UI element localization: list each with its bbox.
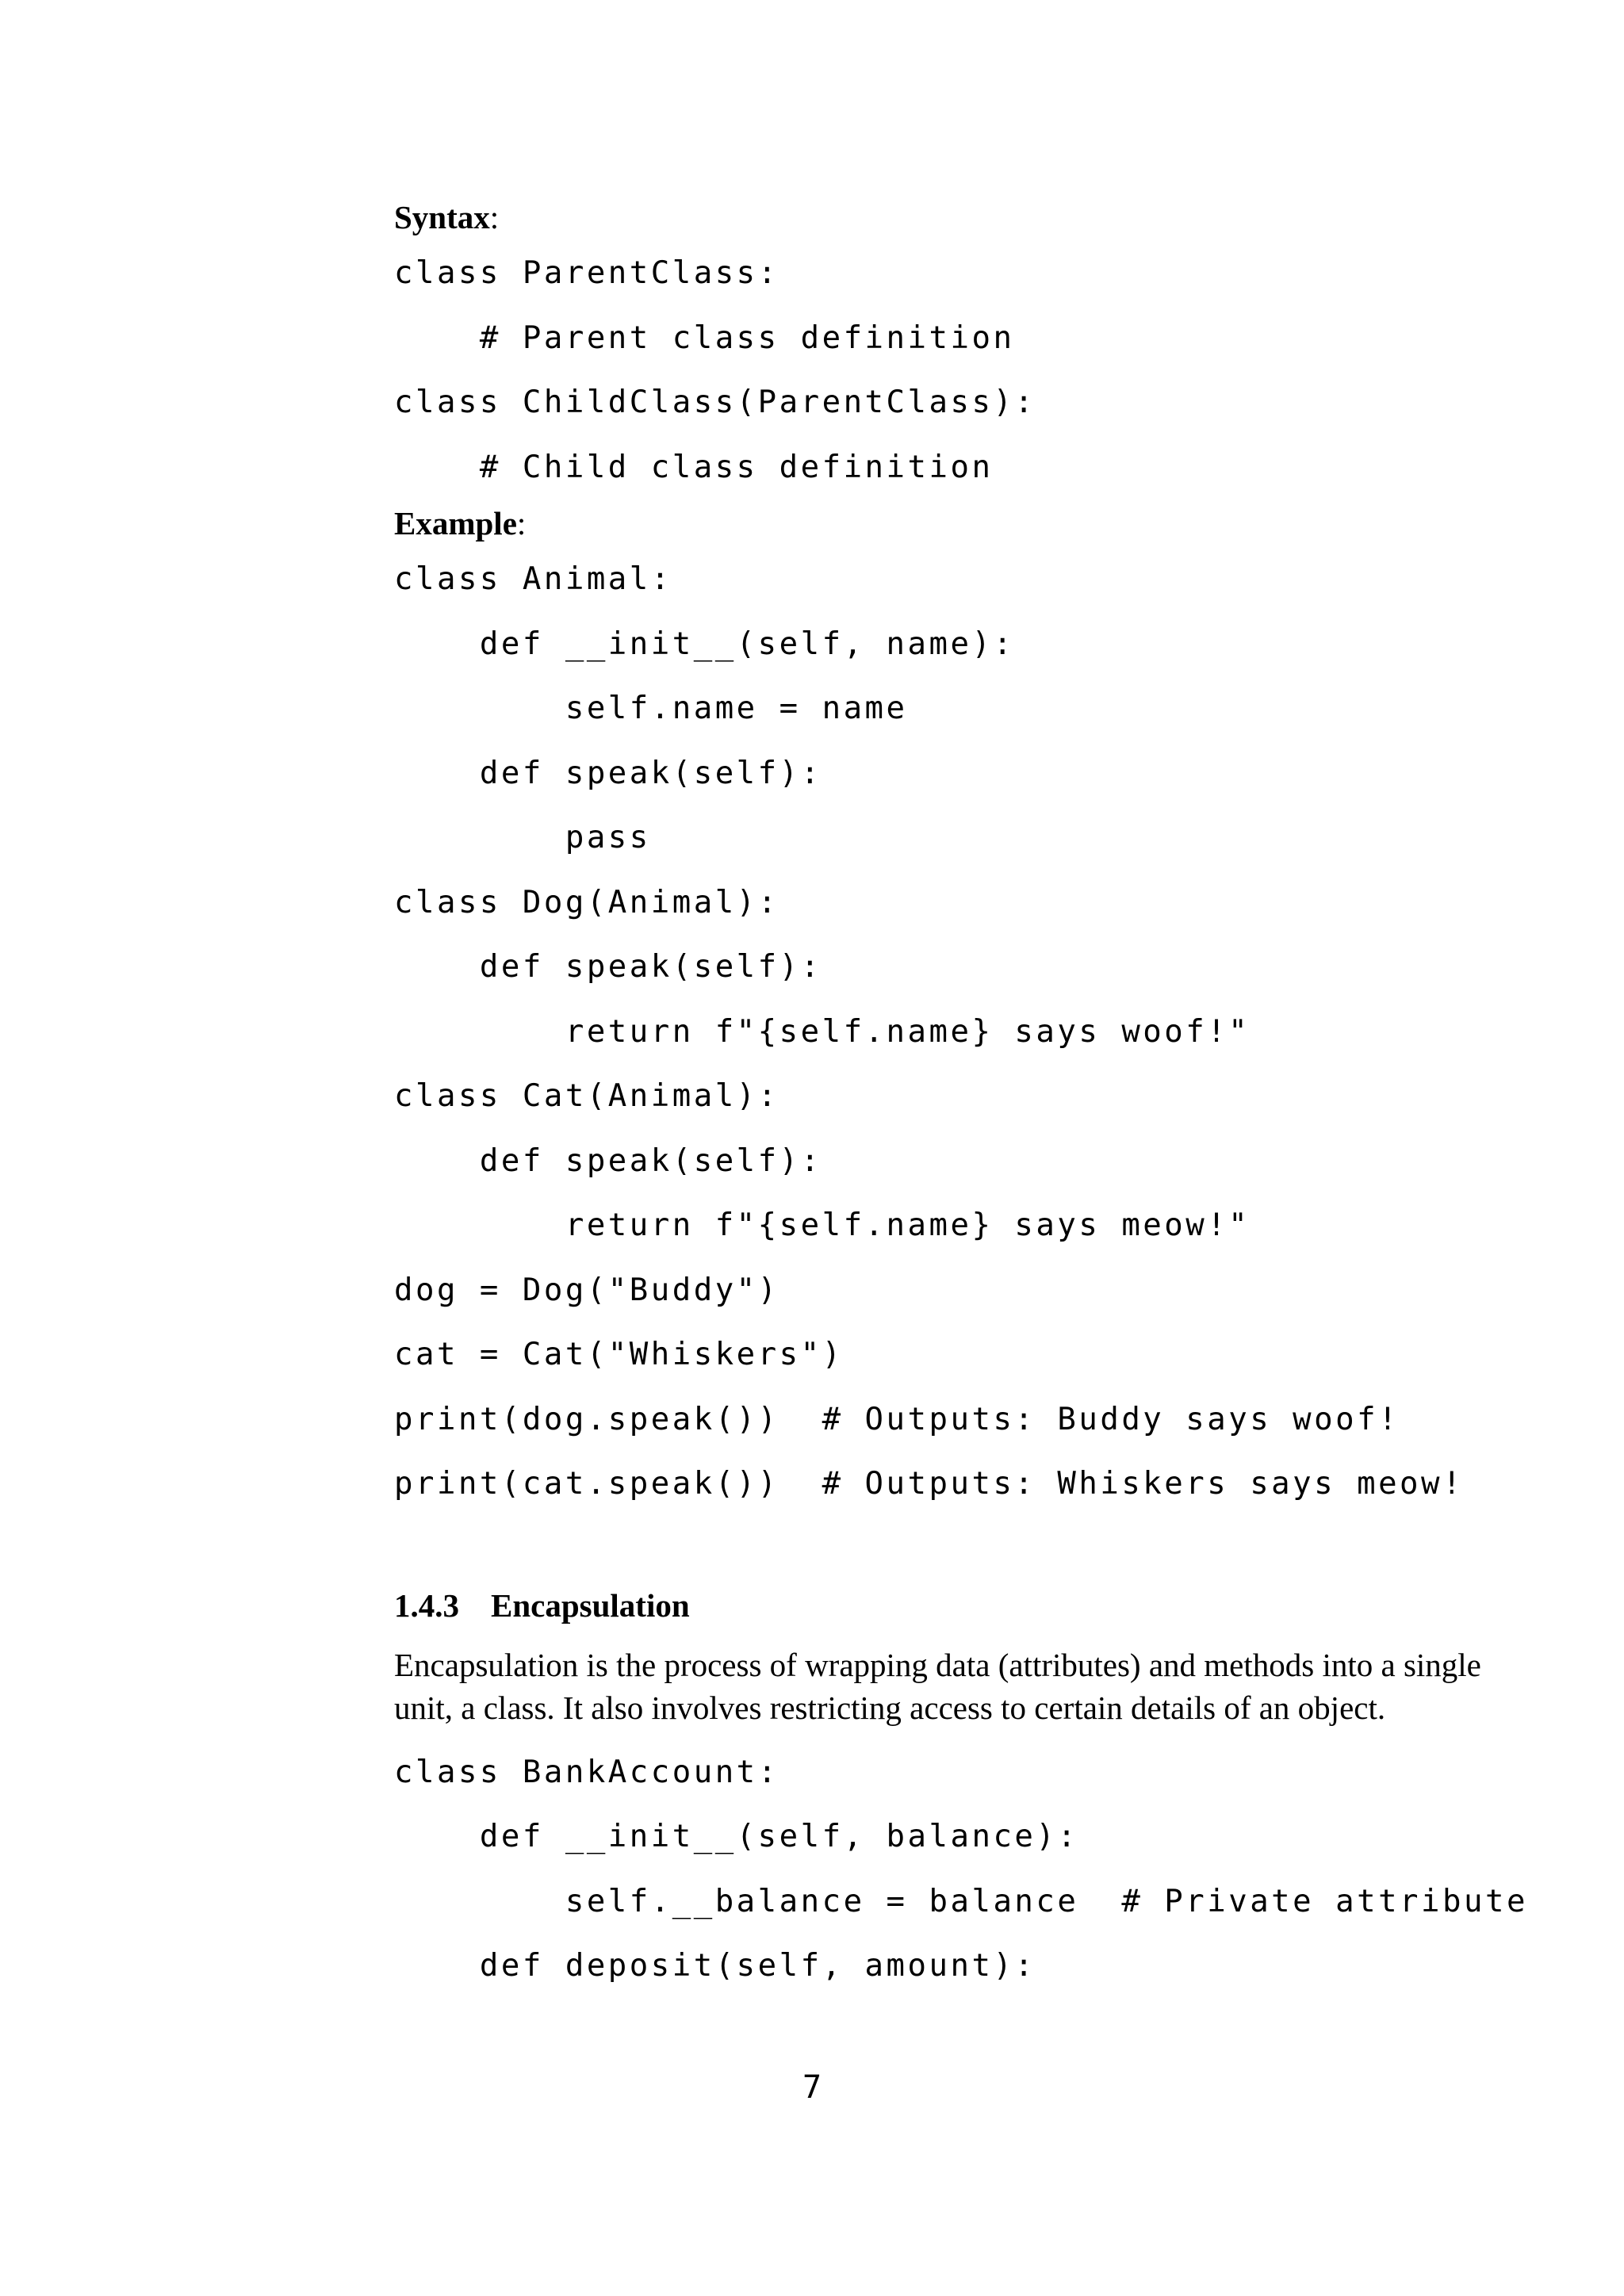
encapsulation-code-block [394,1740,1528,1999]
code-line: def speak(self): [394,755,822,791]
code-line: print(dog.speak()) # Outputs: Buddy says woof! [394,1401,1400,1437]
example-code-block [394,547,1504,1517]
page-content [394,193,1528,1999]
example-label: Example: [394,505,527,541]
code-line: # Child class definition [394,449,994,485]
code-line: def __init__(self, balance): [394,1819,1079,1854]
code-line: def __init__(self, name): [394,626,1015,662]
code-line: class ChildClass(ParentClass): [394,385,1036,420]
section-paragraph: Encapsulation is the process of wrapping data (attributes) and methods into a single unit, a class. It also involves restricting access to certain details of an object. [394,1646,1481,1726]
page-number: 7 [802,2069,822,2106]
code-line: def deposit(self, amount): [394,1948,1036,1984]
heading-spacer [394,1629,1504,1644]
syntax-label: Syntax: [394,199,500,235]
code-line: return f"{self.name} says woof!" [394,1013,1251,1050]
code-line: pass [394,820,651,855]
code-line: dog = Dog("Buddy") [394,1272,779,1308]
code-line: def speak(self): [394,949,822,985]
code-line: self.name = name [394,691,908,726]
section-number: 1.4.3 [394,1586,459,1624]
code-line: class Cat(Animal): [394,1078,779,1114]
code-line: print(cat.speak()) # Outputs: Whiskers says meow! [394,1466,1464,1502]
code-line: return f"{self.name} says meow!" [394,1207,1251,1243]
section-heading [394,1582,1504,1629]
code-line: self.__balance = balance # Private attribute [394,1883,1528,1919]
section-spacer [394,1517,1504,1582]
paragraph-spacer [394,1729,1504,1740]
code-line: # Parent class definition [394,320,1015,356]
code-line: def speak(self): [394,1142,822,1179]
syntax-code-block [394,241,1504,499]
code-line: class Dog(Animal): [394,884,779,920]
code-line: class BankAccount: [394,1754,779,1790]
code-line: class Animal: [394,561,672,597]
code-line: cat = Cat("Whiskers") [394,1337,844,1372]
code-line: class ParentClass: [394,255,779,291]
section-title: Encapsulation [491,1586,690,1624]
